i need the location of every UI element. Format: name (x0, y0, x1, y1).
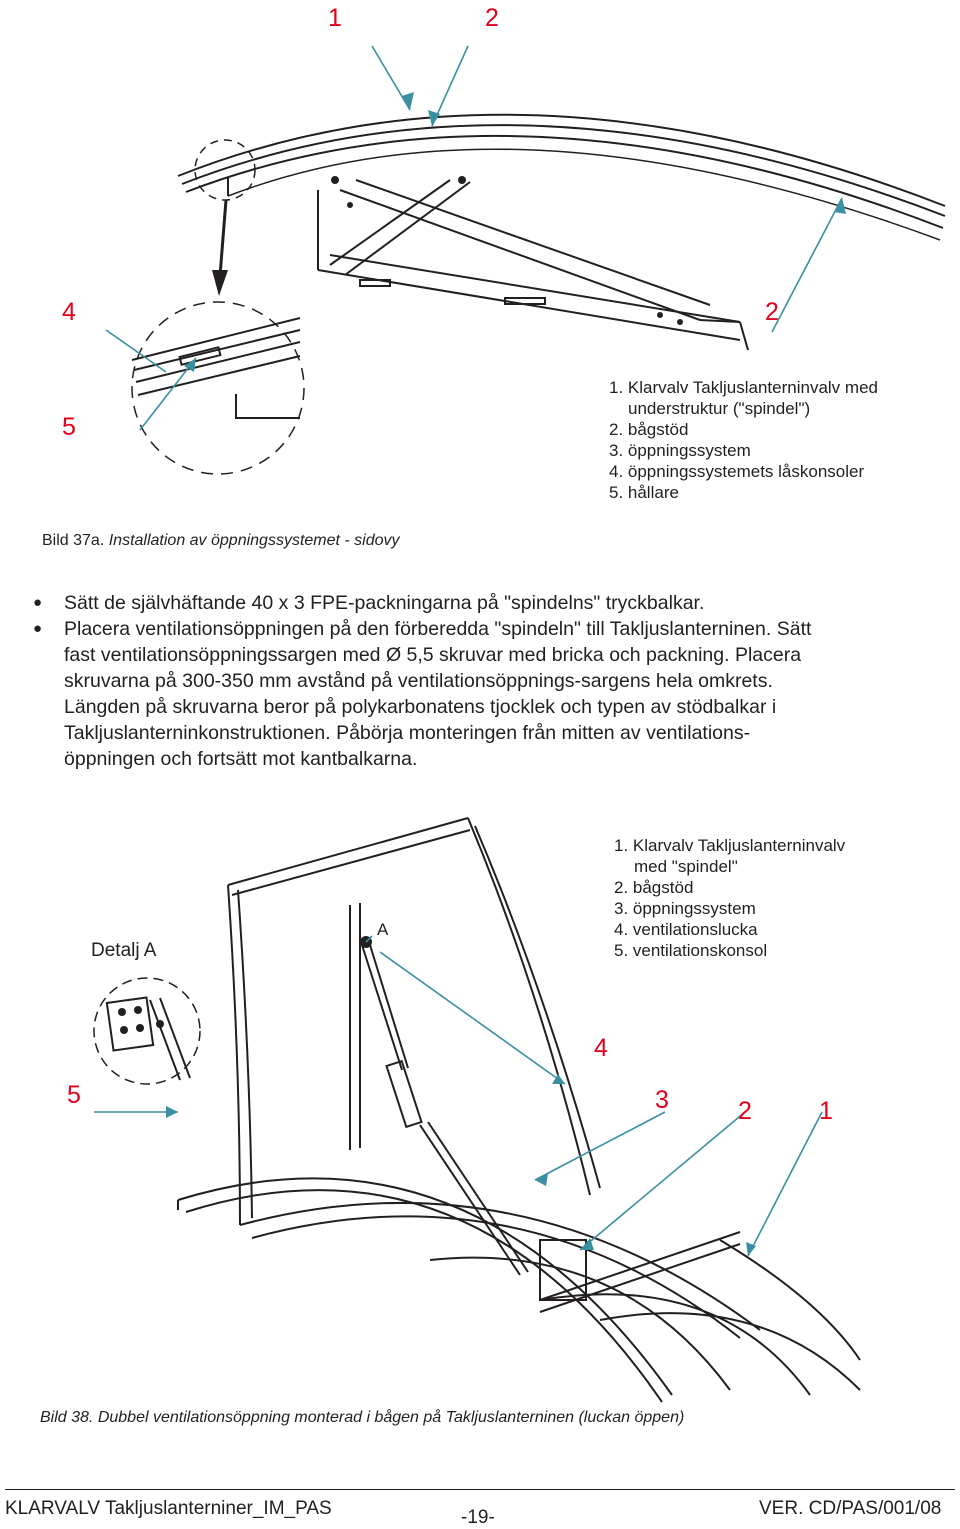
instruction-line: Placera ventilationsöppningen på den förberedda "spindeln" till Takljuslanterninen. Sätt (64, 618, 812, 640)
legend-item: 1. Klarvalv Takljuslanterninvalv med (609, 378, 878, 397)
footer-version: VER. CD/PAS/001/08 (759, 1498, 942, 1519)
callout-5-bottom: 5 (67, 1081, 81, 1109)
legend-item: 4. ventilationslucka (614, 920, 758, 939)
page-number: -19- (461, 1507, 495, 1528)
caption-lead: Bild 38. (40, 1409, 94, 1426)
legend-item: 2. bågstöd (609, 420, 689, 439)
caption-figure-38 (40, 1409, 684, 1427)
legend-item: understruktur ("spindel") (628, 399, 811, 418)
legend-item: med "spindel" (634, 857, 738, 876)
legend-item: 1. Klarvalv Takljuslanterninvalv (614, 836, 846, 855)
legend-item: 5. ventilationskonsol (614, 941, 768, 960)
instruction-line: fast ventilationsöppningssargen med Ø 5,5 skruvar med bricka och packning. Placera (64, 644, 802, 666)
callout-2-top: 2 (485, 4, 499, 32)
legend-item: 3. öppningssystem (609, 441, 751, 460)
marker-a: A (377, 920, 389, 939)
instruction-line: Takljuslanterninkonstruktionen. Påbörja monteringen från mitten av ventilations- (64, 722, 751, 744)
instruction-line: öppningen och fortsätt mot kantbalkarna. (64, 748, 418, 770)
callout-4-top: 4 (62, 298, 76, 326)
detail-a-label: Detalj A (91, 940, 157, 961)
caption-text: Dubbel ventilationsöppning monterad i bågen på Takljuslanterninen (luckan öppen) (97, 1409, 685, 1426)
footer-title: KLARVALV Takljuslanterniner_IM_PAS (5, 1498, 332, 1519)
legend-item: 3. öppningssystem (614, 899, 756, 918)
legend-figure-38 (614, 835, 845, 961)
caption-lead: Bild 37a. (42, 532, 105, 549)
instruction-line: skruvarna på 300-350 mm avstånd på ventilationsöppnings-sargens hela omkrets. (64, 670, 773, 692)
callout-3-bottom: 3 (655, 1086, 669, 1114)
legend-item: 2. bågstöd (614, 878, 694, 897)
legend-item: 4. öppningssystemets låskonsoler (609, 462, 865, 481)
callout-1-bottom: 1 (819, 1097, 833, 1125)
instruction-line: Längden på skruvarna beror på polykarbonatens tjocklek och typen av stödbalkar i (64, 696, 777, 718)
instruction-1: Sätt de självhäftande 40 x 3 FPE-packningarna på "spindelns" tryckbalkar. (64, 592, 705, 614)
callout-2-right: 2 (765, 298, 779, 326)
bullet-2: ● (33, 620, 43, 637)
legend-item: 5. hållare (609, 483, 679, 502)
callout-2-bottom: 2 (738, 1097, 752, 1125)
footer-rule (5, 1489, 955, 1490)
caption-text: Installation av öppningssystemet - sidovy (108, 532, 400, 549)
bullet-1: ● (33, 594, 43, 611)
callout-5-top: 5 (62, 413, 76, 441)
callout-4-bottom: 4 (594, 1034, 608, 1062)
callout-1-top: 1 (328, 4, 342, 32)
